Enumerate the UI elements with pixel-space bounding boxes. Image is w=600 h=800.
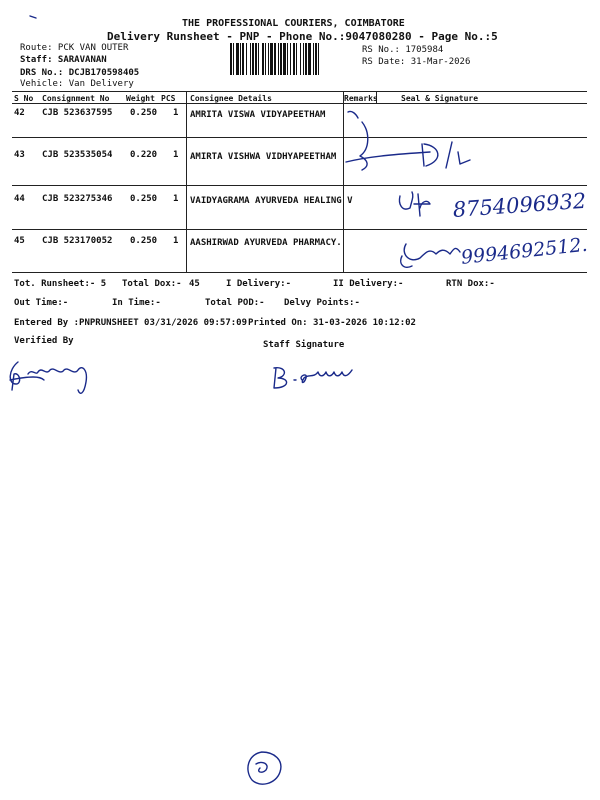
row-consignee: VAIDYAGRAMA AYURVEDA HEALING V (190, 196, 353, 206)
staff-signature (268, 358, 368, 394)
in-time: In Time:- (112, 298, 161, 308)
row-sno: 45 (14, 236, 25, 246)
row-consignment: CJB 523637595 (42, 108, 113, 118)
header-seal-signature: Seal & Signature (401, 94, 479, 103)
handwritten-dl-note (420, 136, 422, 137)
row-sno: 44 (14, 194, 25, 204)
delivery-points: Delvy Points:- (284, 298, 360, 308)
row-pcs: 1 (173, 194, 179, 204)
row-consignee: AASHIRWAD AYURVEDA PHARMACY. (190, 238, 342, 248)
verified-by-signature (0, 354, 110, 400)
runsheet-title: Delivery Runsheet - PNP - Phone No.:9047080280 - Page No.:5 (107, 30, 498, 43)
row-weight: 0.250 (130, 194, 158, 204)
row-pcs: 1 (173, 108, 179, 118)
handwritten-phone-row45: 9994692512. (460, 233, 589, 269)
header-consignment: Consignment No (42, 94, 110, 103)
row-sno: 42 (14, 108, 25, 118)
ii-delivery: II Delivery:- (333, 279, 404, 289)
total-dox-label: Total Dox:- (122, 279, 182, 289)
staff-info: Staff: SARAVANAN (20, 55, 107, 65)
entered-by: Entered By :PNPRUNSHEET 03/31/2026 09:57:09 (14, 318, 247, 328)
corner-mark (28, 12, 44, 22)
row-consignment: CJB 523170052 (42, 236, 113, 246)
barcode (230, 43, 356, 75)
printed-on: Printed On: 31-03-2026 10:12:02 (248, 318, 416, 328)
rtn-dox: RTN Dox:- (446, 279, 495, 289)
route-info: Route: PCK VAN OUTER (20, 43, 129, 53)
out-time: Out Time:- (14, 298, 69, 308)
row-weight: 0.250 (130, 236, 158, 246)
table-top-border (12, 91, 587, 92)
vehicle-info: Vehicle: Van Delivery (20, 79, 134, 89)
drs-number: DRS No.: DCJB170598405 (20, 68, 140, 78)
handwritten-phone-row44: 8754096932 (452, 188, 587, 222)
row-weight: 0.220 (130, 150, 158, 160)
header-remarks: Remarks (344, 94, 378, 103)
row-consignee: AMIRTA VISHWA VIDHYAPEETHAM (190, 152, 337, 162)
header-weight: Weight (126, 94, 155, 103)
row-pcs: 1 (173, 150, 179, 160)
row-weight: 0.250 (130, 108, 158, 118)
header-pcs: PCS (161, 94, 176, 103)
total-pod: Total POD:- (205, 298, 265, 308)
row-consignment: CJB 523275346 (42, 194, 113, 204)
row-consignment: CJB 523535054 (42, 150, 113, 160)
verified-by-label: Verified By (14, 336, 74, 346)
row-pcs: 1 (173, 236, 179, 246)
rs-date: RS Date: 31-Mar-2026 (362, 57, 471, 67)
column-divider (186, 91, 187, 272)
header-consignee-details: Consignee Details (190, 94, 272, 103)
row-sno: 43 (14, 150, 25, 160)
i-delivery: I Delivery:- (226, 279, 292, 289)
rs-number: RS No.: 1705984 (362, 45, 444, 55)
company-title: THE PROFESSIONAL COURIERS, COIMBATORE (182, 18, 405, 29)
scribble-stamp (240, 748, 286, 788)
total-dox-value: 45 (189, 279, 200, 289)
staff-signature-label: Staff Signature (263, 340, 345, 350)
header-sno: S No (14, 94, 34, 103)
row-consignee: AMRITA VISWA VIDYAPEETHAM (190, 110, 326, 120)
total-runsheet: Tot. Runsheet:- 5 (14, 279, 107, 289)
